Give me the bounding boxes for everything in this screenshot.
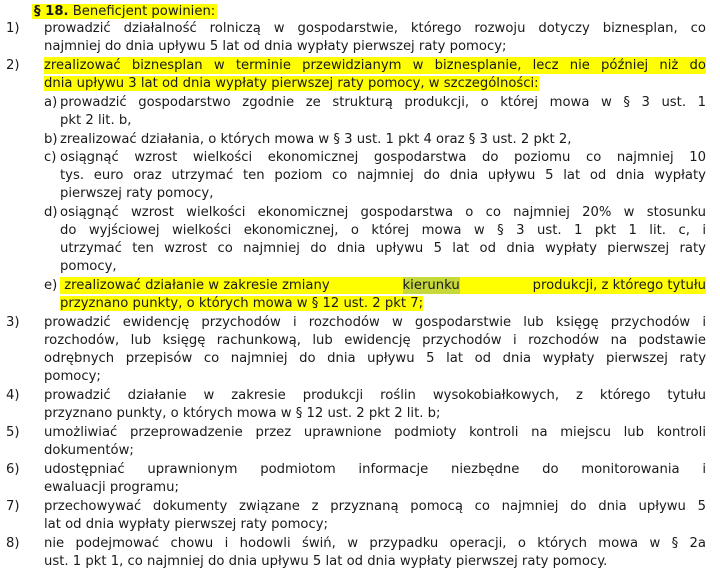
subitem-letter: c): [44, 150, 57, 165]
subitem-b: [44, 131, 58, 148]
subitem-letter: a): [44, 95, 58, 110]
list-item-4: [0, 387, 720, 404]
list-item-2: [0, 57, 720, 74]
item-text: prowadzić działalność rolniczą w gospodarstwie, którego rozwoju dotyczy biznesplan, co: [44, 21, 706, 36]
item-number: 4): [6, 388, 20, 403]
item-number: 5): [6, 425, 20, 440]
item-text: przyznano punkty, o których mowa w § 12 ust. 2 pkt 2 lit. b;: [44, 406, 441, 421]
item-number: 6): [6, 462, 20, 477]
subitem-d: [44, 204, 58, 221]
item-text: przechowywać dokumenty związane z przyznaną pomocą co najmniej do dnia upływu 5: [44, 499, 706, 514]
item-text: umożliwiać przeprowadzenie przez uprawnione podmioty kontroli na miejscu lub kontroli: [44, 425, 706, 440]
item-text: prowadzić ewidencję przychodów i rozchodów w gospodarstwie lub księgę przychodów i: [44, 315, 706, 330]
item-text: pomocy;: [44, 369, 101, 384]
item-text: odrębnych przepisów co najmniej do dnia upływu 5 lat od dnia wypłaty pierwszej raty: [44, 351, 706, 366]
subitem-text-highlighted: przyznano punkty, o których mowa w § 12 ust. 2 pkt 7;: [60, 296, 424, 311]
item-text: lat od dnia wypłaty pierwszej raty pomocy;: [44, 517, 329, 532]
subitem-letter: e): [44, 278, 58, 293]
item-text-highlighted: dnia upływu 3 lat od dnia wypłaty pierwszej raty pomocy, w szczególności:: [44, 76, 539, 91]
list-item-3: [0, 314, 720, 331]
item-number: 1): [6, 21, 20, 36]
list-item-1: [0, 20, 720, 37]
subitem-text: prowadzić gospodarstwo zgodnie ze strukturą produkcji, o której mowa w § 3 ust. 1: [60, 95, 706, 110]
item-text: najmniej do dnia upływu 5 lat od dnia wypłaty pierwszej raty pomocy;: [44, 39, 507, 54]
text-segment: zrealizować działanie w zakresie zmiany: [60, 278, 334, 293]
subitem-c: [44, 149, 56, 166]
item-text: prowadzić działanie w zakresie produkcji roślin wysokobiałkowych, z którego tytułu: [44, 388, 706, 403]
item-number: 7): [6, 499, 20, 514]
list-item-6: [0, 461, 720, 478]
item-text: nie podejmować chowu i hodowli świń, w przypadku operacji, o których mowa w § 2a: [44, 536, 706, 551]
subitem-text: tys. euro oraz utrzymać ten poziom co najmniej do dnia upływu 5 lat od dnia wypłaty: [60, 168, 706, 183]
subitem-text: pomocy,: [60, 259, 117, 274]
subitem-a: [44, 94, 57, 111]
section-heading: [32, 3, 217, 20]
item-text: rozchodów, lub księgę rachunkową, lub ewidencję przychodów i rozchodów na podstawie: [44, 333, 706, 348]
item-number: 3): [6, 315, 20, 330]
item-text-highlighted: zrealizować biznesplan w terminie przewidzianym w biznesplanie, lecz nie później niż do: [44, 58, 706, 73]
subitem-letter: d): [44, 205, 58, 220]
item-text: ust. 1 pkt 1, co najmniej do dnia upływu 5 lat od dnia wypłaty pierwszej raty pomocy.: [44, 554, 608, 569]
subitem-text-highlighted: [60, 277, 706, 294]
item-text: dokumentów;: [44, 443, 134, 458]
subitem-text: osiągnąć wzrost wielkości ekonomicznej gospodarstwa o co najmniej 20% w stosunku: [60, 205, 706, 220]
subitem-text: do wyjściowej wielkości ekonomicznej, o której mowa w § 3 ust. 1 pkt 1 lit. c, i: [60, 223, 706, 238]
subitem-text: pierwszej raty pomocy,: [60, 186, 214, 201]
highlighted-word: kierunku: [402, 278, 460, 293]
subitem-text: utrzymać ten wzrost co najmniej do dnia upływu 5 lat od dnia wypłaty pierwszej raty: [60, 241, 706, 256]
subitem-text: zrealizować działania, o których mowa w § 3 ust. 1 pkt 4 oraz § 3 ust. 2 pkt 2,: [60, 132, 572, 147]
item-text: udostępniać uprawnionym podmiotom informacje niezbędne do monitorowania i: [44, 462, 706, 477]
list-item-7: [0, 498, 720, 515]
subitem-letter: b): [44, 132, 58, 147]
subitem-text: pkt 2 lit. b,: [60, 113, 132, 128]
section-number: § 18.: [34, 4, 69, 19]
list-item-5: [0, 424, 720, 441]
text-segment: produkcji, z którego tytułu: [528, 278, 706, 293]
section-title: Beneficjent powinien:: [68, 4, 216, 19]
subitem-text: osiągnąć wzrost wielkości ekonomicznej gospodarstwa do poziomu co najmniej 10: [60, 150, 706, 165]
subitem-e: [44, 277, 57, 294]
list-item-8: [0, 535, 720, 552]
item-number: 8): [6, 536, 20, 551]
item-number: 2): [6, 58, 20, 73]
item-text: ewaluacji programu;: [44, 480, 179, 495]
